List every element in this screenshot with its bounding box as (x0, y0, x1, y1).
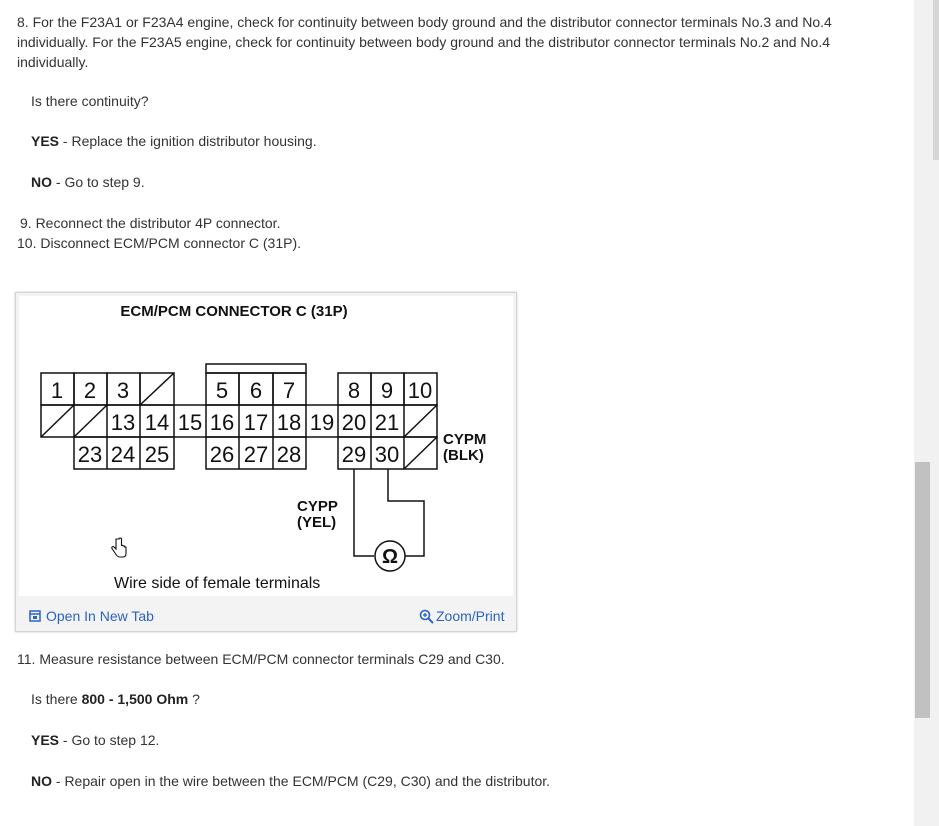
step-11-question (31, 689, 200, 709)
pin-10: 10 (407, 378, 433, 403)
pin-7: 7 (282, 378, 296, 403)
pin-9: 9 (380, 378, 394, 403)
pin-17: 17 (243, 410, 269, 435)
pin-15: 15 (177, 410, 203, 435)
step-8-question: Is there continuity? (31, 93, 149, 109)
pin-23: 23 (77, 442, 103, 467)
pin-20: 20 (341, 410, 367, 435)
pin-21: 21 (374, 410, 400, 435)
step-11-yes (31, 730, 159, 750)
no-text: - Go to step 9. (52, 174, 145, 190)
ohm-symbol: Ω (381, 546, 399, 568)
yes-label: YES (31, 732, 60, 748)
yes-text: - Go to step 12. (59, 732, 160, 748)
step-8-no (31, 172, 145, 192)
step-10-text: 10. Disconnect ECM/PCM connector C (31P). (17, 235, 301, 251)
step-9-text: 9. Reconnect the distributor 4P connector. (20, 215, 281, 231)
open-new-tab-label: Open In New Tab (46, 608, 154, 624)
zoom-print-link[interactable] (419, 608, 504, 624)
pin-24: 24 (110, 442, 136, 467)
open-new-tab-icon (29, 610, 41, 622)
cypp-label: CYPP (297, 498, 338, 515)
vertical-scrollbar[interactable] (914, 0, 939, 826)
pin-13: 13 (110, 410, 136, 435)
step-11-text: 11. Measure resistance between ECM/PCM connector terminals C29 and C30. (17, 651, 505, 667)
pin-1: 1 (50, 378, 64, 403)
open-new-tab-link[interactable] (29, 608, 154, 624)
pin-5: 5 (215, 378, 229, 403)
outer-scrollbar-thumb[interactable] (933, 0, 939, 160)
step-8-text: 8. For the F23A1 or F23A4 engine, check for continuity between body ground and the distributor connector terminals No.3 and No.4 individually. For the F23A5 engine, check for continuity between body ground and the distributor connector terminals No.2 and No.4 individually. (17, 14, 832, 70)
step-8-yes (31, 131, 317, 151)
question-value: 800 - 1,500 Ohm (81, 691, 189, 707)
pin-26: 26 (209, 442, 235, 467)
pin-28: 28 (276, 442, 302, 467)
question-suffix: ? (188, 691, 200, 707)
figure-toolbar (16, 596, 516, 631)
connector-figure (15, 292, 517, 632)
pin-27: 27 (243, 442, 269, 467)
pin-14: 14 (144, 410, 170, 435)
pin-30: 30 (374, 442, 400, 467)
yes-text: - Replace the ignition distributor housing. (59, 133, 317, 149)
no-label: NO (31, 773, 52, 789)
step-11-no (31, 771, 550, 791)
hand-cursor-icon (110, 537, 128, 561)
no-text: - Repair open in the wire between the ECM/PCM (C29, C30) and the distributor. (52, 773, 551, 789)
cypm-label: CYPM (443, 431, 487, 448)
pin-19: 19 (309, 410, 335, 435)
pin-25: 25 (144, 442, 170, 467)
zoom-icon (419, 609, 434, 624)
no-label: NO (31, 174, 52, 190)
yes-label: YES (31, 133, 60, 149)
figure-title: ECM/PCM CONNECTOR C (31P) (120, 303, 348, 320)
zoom-print-label: Zoom/Print (436, 608, 505, 624)
scrollbar-thumb[interactable] (915, 462, 930, 718)
pin-8: 8 (347, 378, 361, 403)
pin-3: 3 (116, 378, 130, 403)
cypp-color: (YEL) (297, 514, 337, 531)
figure-caption: Wire side of female terminals (114, 575, 321, 592)
pin-2: 2 (83, 378, 97, 403)
pin-16: 16 (209, 410, 235, 435)
cypm-color: (BLK) (443, 447, 484, 464)
pin-18: 18 (276, 410, 302, 435)
connector-diagram[interactable] (19, 296, 513, 596)
connector-diagram-svg (19, 296, 513, 596)
question-prefix: Is there (31, 691, 82, 707)
pin-29: 29 (341, 442, 367, 467)
pin-6: 6 (249, 378, 263, 403)
